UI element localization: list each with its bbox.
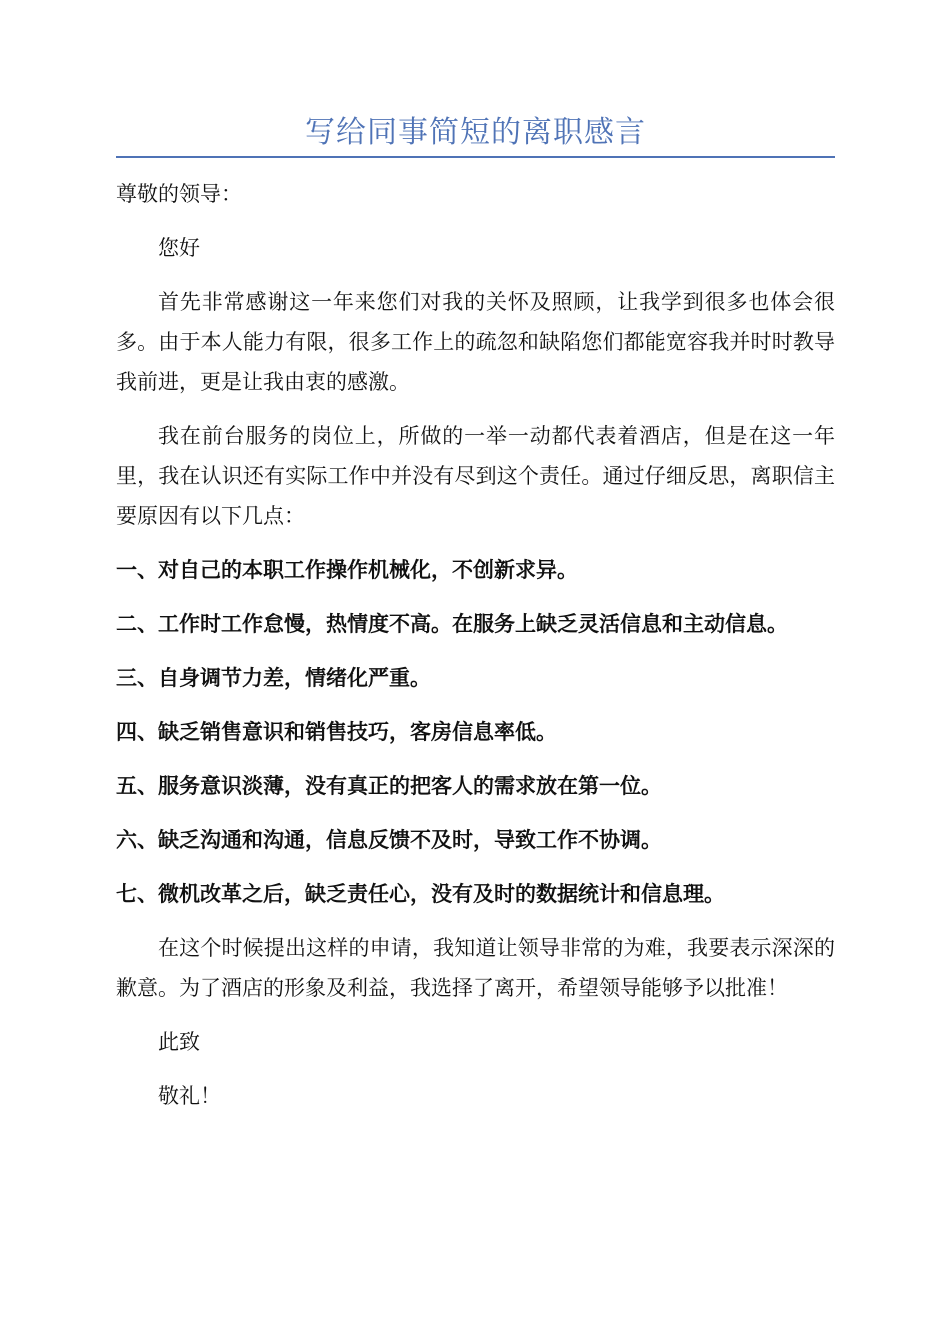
reason-item-4: 四、缺乏销售意识和销售技巧，客房信息率低。	[116, 719, 557, 744]
title-container	[116, 112, 835, 158]
reason-item-5: 五、服务意识淡薄，没有真正的把客人的需求放在第一位。	[116, 773, 662, 798]
document-title: 写给同事简短的离职感言	[305, 115, 646, 150]
reason-item-3: 三、自身调节力差，情绪化严重。	[116, 665, 431, 690]
reason-item-7: 七、微机改革之后，缺乏责任心，没有及时的数据统计和信息理。	[116, 881, 725, 906]
salutation: 尊敬的领导：	[116, 182, 242, 206]
reason-item-6: 六、缺乏沟通和沟通，信息反馈不及时，导致工作不协调。	[116, 827, 662, 852]
paragraph-1: 首先非常感谢这一年来您们对我的关怀及照顾，让我学到很多也体会很多。由于本人能力有限，很多工作上的疏忽和缺陷您们都能宽容我并时时教导我前进，更是让我由衷的感激。	[116, 290, 835, 394]
reason-item-2: 二、工作时工作怠慢，热情度不高。在服务上缺乏灵活信息和主动信息。	[116, 611, 788, 636]
closing-line-1: 此致	[158, 1030, 200, 1054]
greeting: 您好	[158, 236, 200, 260]
paragraph-2: 我在前台服务的岗位上，所做的一举一动都代表着酒店，但是在这一年里，我在认识还有实际工作中并没有尽到这个责任。通过仔细反思，离职信主要原因有以下几点：	[116, 424, 835, 528]
closing-paragraph: 在这个时候提出这样的申请，我知道让领导非常的为难，我要表示深深的歉意。为了酒店的形象及利益，我选择了离开，希望领导能够予以批准！	[116, 936, 835, 1000]
document-body	[116, 174, 835, 1130]
reason-item-1: 一、对自己的本职工作操作机械化，不创新求异。	[116, 557, 578, 582]
closing-line-2: 敬礼！	[158, 1084, 221, 1108]
